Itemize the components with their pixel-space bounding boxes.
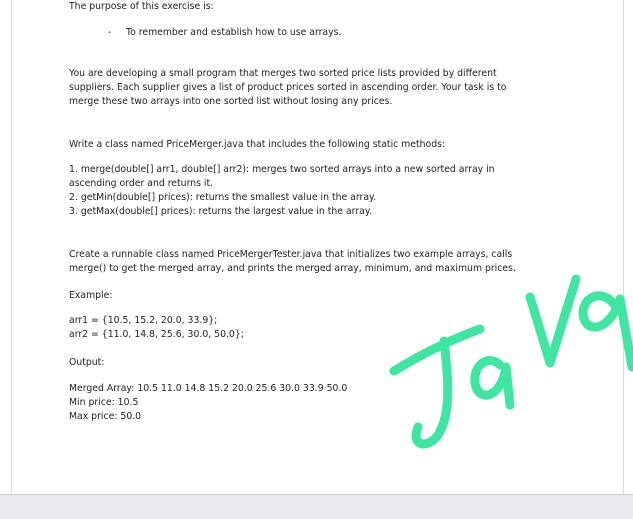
bottom-toolbar — [0, 494, 633, 519]
tester-instruction-line-2: merge() to get the merged array, and prints the merged array, minimum, and maximum prices. — [69, 263, 516, 274]
example-code-line-1: arr1 = {10.5, 15.2, 20.0, 33.9}; — [69, 315, 218, 326]
intro-text: The purpose of this exercise is: — [69, 1, 214, 12]
output-line-2: Min price: 10.5 — [69, 397, 139, 408]
task-paragraph-line-1: You are developing a small program that merges two sorted price lists provided by different — [69, 68, 497, 79]
method-line-4: 3. getMax(double[] prices): returns the largest value in the array. — [69, 206, 372, 217]
method-line-2: ascending order and returns it. — [69, 178, 214, 189]
example-label: Example: — [69, 290, 113, 301]
tester-instruction-line-1: Create a runnable class named PriceMergerTester.java that initializes two example arrays, calls — [69, 249, 513, 260]
output-line-3: Max price: 50.0 — [69, 411, 142, 422]
output-label: Output: — [69, 357, 105, 368]
java-handwriting-strokes — [394, 279, 632, 444]
java-handwriting-scribble — [380, 255, 633, 455]
objective-bullet: - — [108, 27, 112, 38]
method-line-1: 1. merge(double[] arr1, double[] arr2): merges two sorted arrays into a new sorted array in — [69, 164, 495, 175]
example-code-line-2: arr2 = {11.0, 14.8, 25.6, 30.0, 50.0}; — [69, 329, 244, 340]
objective-text: To remember and establish how to use arrays. — [126, 27, 342, 38]
class-instruction: Write a class named PriceMerger.java that includes the following static methods: — [69, 139, 446, 150]
output-line-1: Merged Array: 10.5 11.0 14.8 15.2 20.0 25.6 30.0 33.9 50.0 — [69, 383, 348, 394]
task-paragraph-line-3: merge these two arrays into one sorted list without losing any prices. — [69, 96, 393, 107]
task-paragraph-line-2: suppliers. Each supplier gives a list of product prices sorted in ascending order. Your task is to — [69, 82, 507, 93]
method-line-3: 2. getMin(double[] prices): returns the smallest value in the array. — [69, 192, 377, 203]
